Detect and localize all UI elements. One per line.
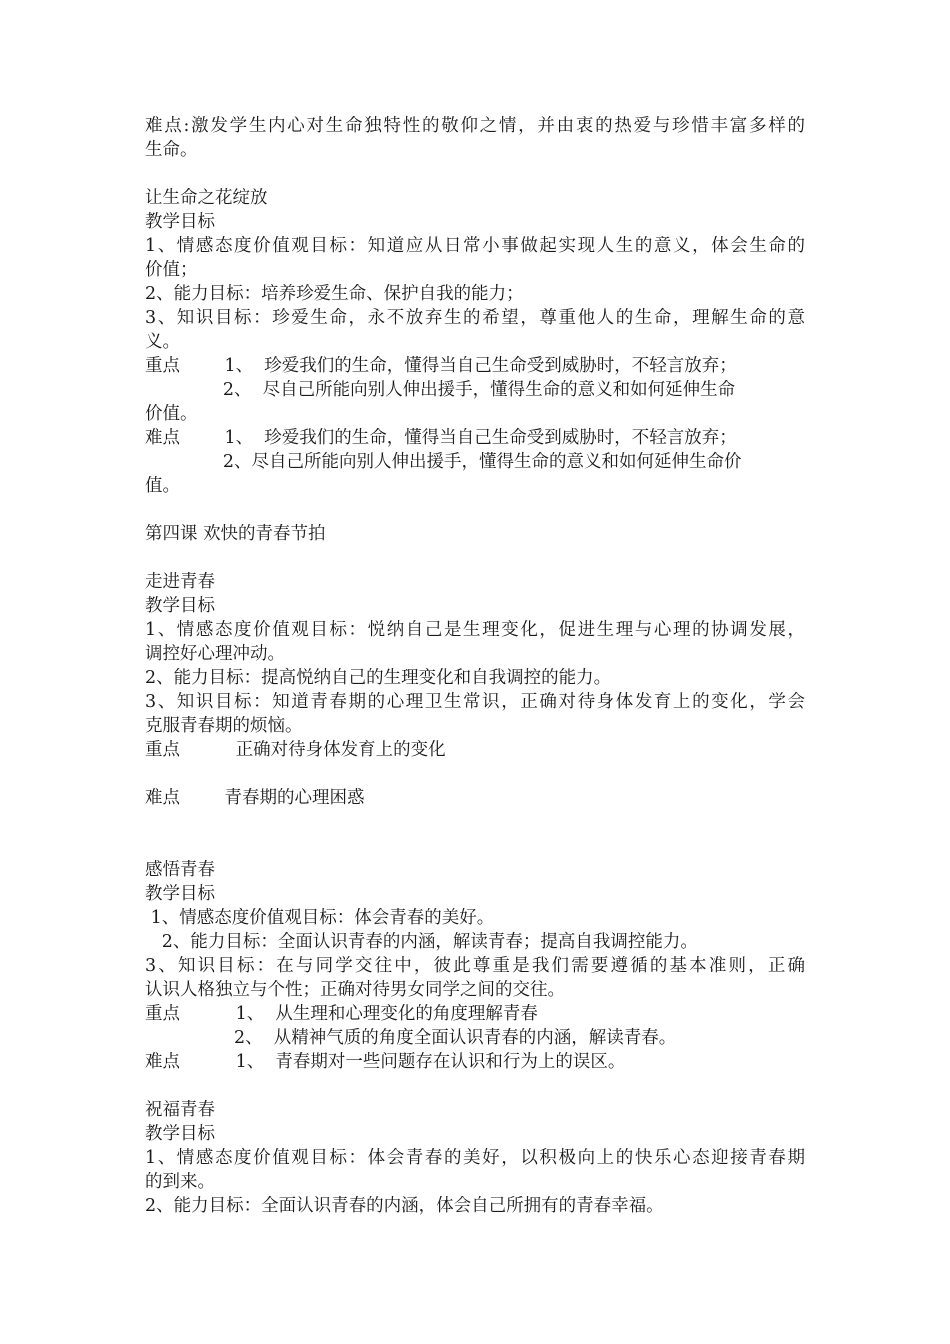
text-line: 值。 [145, 476, 180, 496]
text-line: 生命。 [145, 140, 198, 160]
text-line: 2、能力目标：提高悦纳自己的生理变化和自我调控的能力。 [145, 668, 612, 688]
section-heading: 感悟青春 [145, 860, 215, 880]
text-line: 1、情感态度价值观目标：知道应从日常小事做起实现人生的意义，体会生命的 [145, 236, 805, 256]
text-line: 的到来。 [145, 1172, 215, 1192]
key-point-line: 2、 从精神气质的角度全面认识青春的内涵，解读青春。 [145, 1028, 677, 1048]
text-line: 1、情感态度价值观目标：体会青春的美好，以积极向上的快乐心态迎接青春期 [145, 1148, 805, 1168]
text-line: 难点:激发学生内心对生命独特性的敬仰之情，并由衷的热爱与珍惜丰富多样的 [145, 116, 805, 136]
text-line: 3、知识目标：知道青春期的心理卫生常识，正确对待身体发育上的变化，学会 [145, 692, 805, 712]
text-line: 价值。 [145, 404, 198, 424]
key-point-line: 2、 尽自己所能向别人伸出援手，懂得生命的意义和如何延伸生命 [145, 380, 736, 400]
text-line: 义。 [145, 332, 180, 352]
key-point-line: 重点 正确对待身体发育上的变化 [145, 740, 446, 760]
text-line: 3、知识目标：珍爱生命，永不放弃生的希望，尊重他人的生命，理解生命的意 [145, 308, 805, 328]
difficulty-line: 难点 1、 青春期对一些问题存在认识和行为上的误区。 [145, 1052, 626, 1072]
subheading: 教学目标 [145, 884, 215, 904]
section-heading: 让生命之花绽放 [145, 188, 268, 208]
text-line: 价值； [145, 260, 198, 280]
key-point-line: 重点 1、 从生理和心理变化的角度理解青春 [145, 1004, 538, 1024]
text-line: 3、知识目标：在与同学交往中，彼此尊重是我们需要遵循的基本准则，正确 [145, 956, 805, 976]
text-line: 克服青春期的烦恼。 [145, 716, 303, 736]
text-line: 2、能力目标：培养珍爱生命、保护自我的能力； [145, 284, 524, 304]
difficulty-line: 难点 1、 珍爱我们的生命，懂得当自己生命受到威胁时，不轻言放弃； [145, 428, 737, 448]
text-line: 认识人格独立与个性；正确对待男女同学之间的交往。 [145, 980, 565, 1000]
subheading: 教学目标 [145, 212, 215, 232]
difficulty-line: 2、尽自己所能向别人伸出援手，懂得生命的意义和如何延伸生命价 [145, 452, 742, 472]
text-line: 2、能力目标：全面认识青春的内涵，解读青春；提高自我调控能力。 [145, 932, 698, 952]
section-heading: 走进青春 [145, 572, 215, 592]
difficulty-line: 难点 青春期的心理困惑 [145, 788, 365, 808]
subheading: 教学目标 [145, 1124, 215, 1144]
lesson-heading: 第四课 欢快的青春节拍 [145, 524, 326, 544]
text-line: 调控好心理冲动。 [145, 644, 285, 664]
text-line: 2、能力目标：全面认识青春的内涵，体会自己所拥有的青春幸福。 [145, 1196, 664, 1216]
text-line: 1、情感态度价值观目标：体会青春的美好。 [145, 908, 495, 928]
key-point-line: 重点 1、 珍爱我们的生命，懂得当自己生命受到威胁时，不轻言放弃； [145, 356, 737, 376]
section-heading: 祝福青春 [145, 1100, 215, 1120]
text-line: 1、情感态度价值观目标：悦纳自己是生理变化，促进生理与心理的协调发展， [145, 620, 805, 640]
subheading: 教学目标 [145, 596, 215, 616]
